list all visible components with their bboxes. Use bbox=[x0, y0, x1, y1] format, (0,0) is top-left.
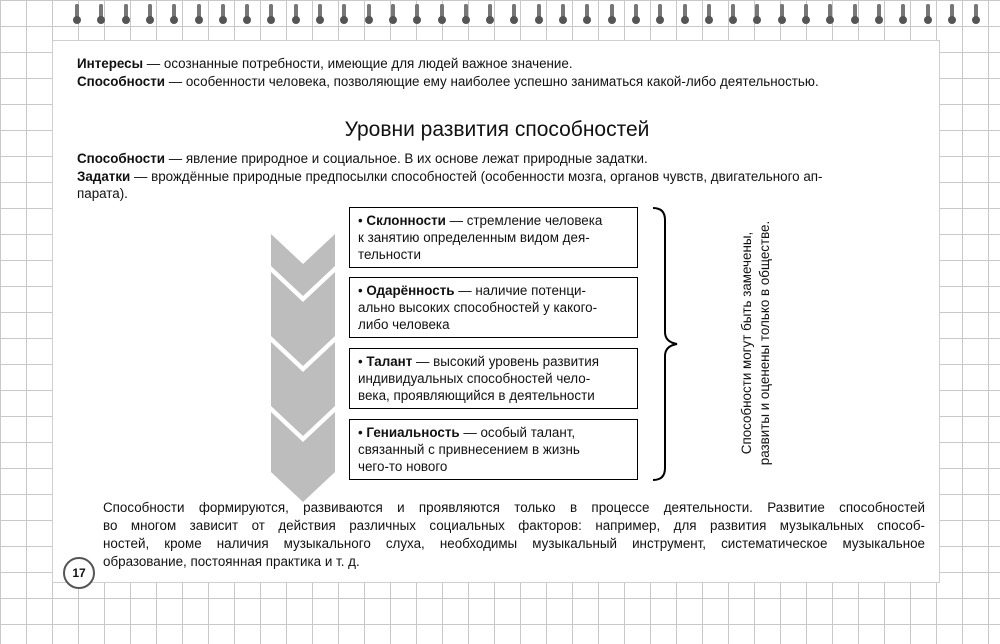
paragraph-line: образование, постоянная практика и т. д. bbox=[103, 554, 360, 569]
spiral-ring bbox=[752, 4, 762, 26]
curly-brace bbox=[651, 206, 685, 482]
spiral-ring bbox=[169, 4, 179, 26]
def-interests: — осознанные потребности, имеющие для людей важное значение. bbox=[143, 56, 573, 71]
spiral-ring bbox=[242, 4, 252, 26]
spiral-ring bbox=[364, 4, 374, 26]
level-box-giftedness bbox=[349, 277, 638, 338]
definition-interests bbox=[77, 55, 927, 72]
spiral-ring bbox=[704, 4, 714, 26]
level-box-inclination bbox=[349, 207, 638, 268]
spiral-ring bbox=[728, 4, 738, 26]
level-line: • Талант — высокий уровень развития bbox=[358, 354, 600, 369]
level-text: — стремление человека bbox=[445, 213, 603, 228]
spiral-ring bbox=[145, 4, 155, 26]
level-line: • Склонности — стремление человека bbox=[358, 213, 603, 228]
spiral-ring bbox=[461, 4, 471, 26]
spiral-ring bbox=[218, 4, 228, 26]
definition-abilities bbox=[77, 73, 937, 90]
spiral-ring bbox=[631, 4, 641, 26]
abilities-nature bbox=[77, 150, 927, 167]
spiral-ring bbox=[121, 4, 131, 26]
paragraph-line: ностей, кроме наличия музыкального слуха, необходимы музыкальный инструмент, систематическое музыкальное bbox=[103, 536, 925, 551]
spiral-ring bbox=[558, 4, 568, 26]
level-line: связанный с привнесением в жизнь bbox=[358, 442, 580, 457]
level-box-genius bbox=[349, 419, 638, 480]
level-line: чего-то нового bbox=[358, 459, 448, 474]
level-line: либо человека bbox=[358, 317, 450, 332]
level-line: тельности bbox=[358, 247, 421, 262]
spiral-ring bbox=[947, 4, 957, 26]
level-line: • Одарённость — наличие потенци- bbox=[358, 283, 586, 298]
page-number: 17 bbox=[63, 557, 95, 589]
level-term: Гениальность bbox=[366, 425, 460, 440]
level-line: ально высоких способностей у какого- bbox=[358, 300, 598, 315]
side-note-line2: развиты и оценены только в обществе. bbox=[757, 220, 772, 466]
spiral-ring bbox=[777, 4, 787, 26]
spiral-ring bbox=[801, 4, 811, 26]
level-term: Склонности bbox=[366, 213, 446, 228]
side-note-line1: Способности могут быть замечены, bbox=[739, 231, 754, 455]
term-inclinations: Задатки bbox=[77, 169, 131, 184]
spiral-ring bbox=[971, 4, 981, 26]
term-abilities: Способности bbox=[77, 74, 165, 89]
paragraph-line: Способности формируются, развиваются и проявляются только в процессе деятельности. Развитие способностей bbox=[103, 500, 925, 515]
spiral-ring bbox=[72, 4, 82, 26]
spiral-ring bbox=[850, 4, 860, 26]
spiral-ring bbox=[96, 4, 106, 26]
spiral-ring bbox=[509, 4, 519, 26]
level-text: — наличие потенци- bbox=[454, 283, 586, 298]
section-title: Уровни развития способностей bbox=[344, 118, 650, 141]
paragraph-line: во многом зависит от действия различных социальных факторов: например, для развития музыкальных способ- bbox=[103, 518, 925, 533]
level-term: Талант bbox=[366, 354, 413, 369]
spiral-ring bbox=[388, 4, 398, 26]
inclinations-definition bbox=[77, 168, 927, 185]
spiral-ring bbox=[607, 4, 617, 26]
spiral-ring bbox=[825, 4, 835, 26]
side-note bbox=[736, 206, 776, 480]
spiral-ring bbox=[485, 4, 495, 26]
notebook-page bbox=[52, 40, 940, 583]
spiral-ring bbox=[923, 4, 933, 26]
spiral-ring bbox=[898, 4, 908, 26]
spiral-ring bbox=[437, 4, 447, 26]
spiral-ring bbox=[266, 4, 276, 26]
level-line: • Гениальность — особый талант, bbox=[358, 425, 576, 440]
spiral-ring bbox=[291, 4, 301, 26]
spiral-ring bbox=[582, 4, 592, 26]
spiral-ring bbox=[534, 4, 544, 26]
spiral-ring bbox=[680, 4, 690, 26]
spiral-ring bbox=[655, 4, 665, 26]
level-text: — высокий уровень развития bbox=[412, 354, 600, 369]
term-interests: Интересы bbox=[77, 56, 144, 71]
level-line: века, проявляющийся в деятельности bbox=[358, 388, 595, 403]
spiral-ring bbox=[412, 4, 422, 26]
level-term: Одарённость bbox=[366, 283, 455, 298]
closing-paragraph bbox=[103, 499, 925, 571]
chevron-arrows bbox=[271, 234, 335, 504]
level-text: — особый талант, bbox=[459, 425, 576, 440]
level-box-talent bbox=[349, 348, 638, 409]
inclinations-text-line2: парата). bbox=[77, 186, 128, 201]
level-line: индивидуальных способностей чело- bbox=[358, 371, 591, 386]
spiral-binding bbox=[0, 0, 1000, 40]
def-abilities: — особенности человека, позволяющие ему наиболее успешно заниматься какой-либо деятельностью. bbox=[165, 74, 819, 89]
inclinations-text-line1: — врождённые природные предпосылки способностей (особенности мозга, органов чувств, двигательного ап- bbox=[130, 169, 823, 184]
spiral-ring bbox=[194, 4, 204, 26]
level-line: к занятию определенным видом дея- bbox=[358, 230, 590, 245]
term-abilities-2: Способности bbox=[77, 151, 165, 166]
spiral-ring bbox=[874, 4, 884, 26]
abilities-nature-text: — явление природное и социальное. В их основе лежат природные задатки. bbox=[165, 151, 648, 166]
spiral-ring bbox=[339, 4, 349, 26]
spiral-ring bbox=[315, 4, 325, 26]
